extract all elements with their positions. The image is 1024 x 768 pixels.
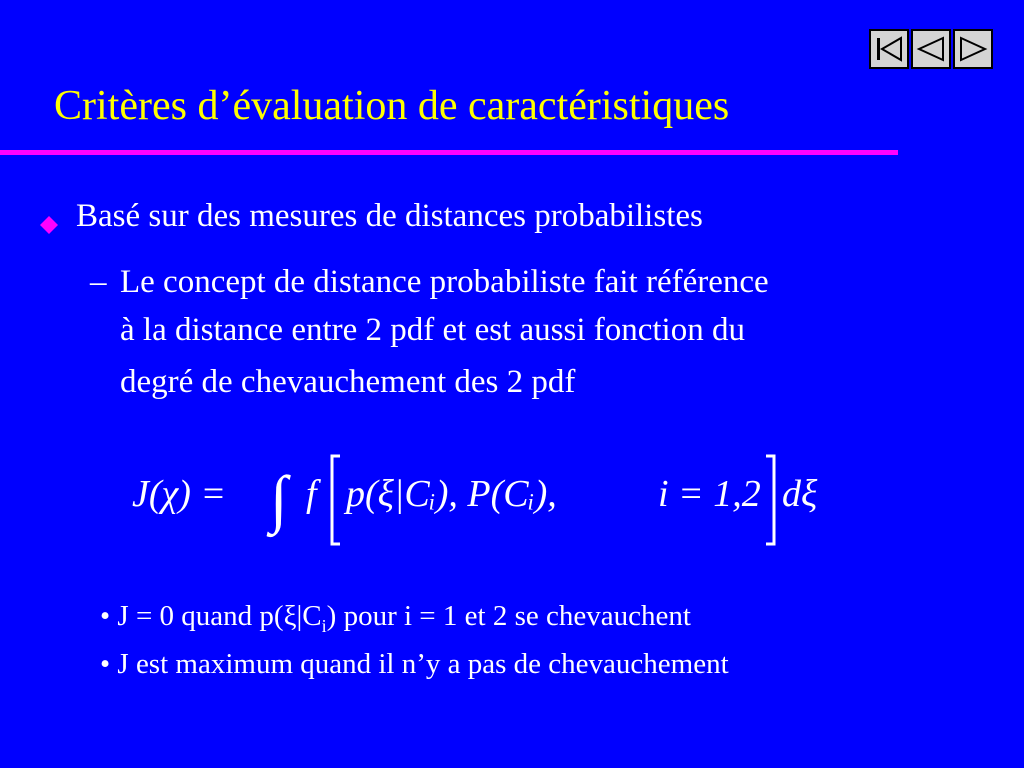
sub-bullet-line-2: à la distance entre 2 pdf et est aussi fonction du — [120, 312, 745, 348]
formula-lhs: J(χ) = — [132, 473, 227, 515]
bullet-text: Basé sur des mesures de distances probabilistes — [76, 198, 703, 234]
note-1-pre: • J = 0 quand p(ξ|C — [100, 600, 322, 632]
note-1 — [100, 600, 691, 637]
note-1-post: ) pour i = 1 et 2 se chevauchent — [326, 600, 691, 632]
next-slide-icon — [958, 35, 988, 63]
integral-sign: ∫ — [270, 463, 288, 534]
formula-differential: dξ — [782, 473, 818, 515]
left-bracket — [332, 456, 340, 544]
sub-bullet-dash: – — [90, 264, 107, 300]
title-divider — [0, 150, 898, 155]
formula-args: p(ξ|Cᵢ), P(Cᵢ), — [346, 473, 557, 515]
formula-range: i = 1,2 — [658, 473, 761, 515]
previous-slide-icon — [916, 35, 946, 63]
diamond-bullet-icon — [40, 216, 58, 234]
formula-function: f — [306, 473, 317, 515]
slide-title: Critères d’évaluation de caractéristiques — [54, 83, 730, 129]
note-1-subscript: i — [321, 615, 327, 636]
sub-bullet-line-1: Le concept de distance probabiliste fait référence — [120, 264, 769, 300]
slide-navigation — [869, 29, 995, 69]
note-2: • J est maximum quand il n’y a pas de chevauchement — [100, 648, 729, 680]
previous-slide-button[interactable] — [911, 29, 951, 69]
first-slide-button[interactable] — [869, 29, 909, 69]
first-slide-icon — [874, 35, 904, 63]
distance-formula — [120, 448, 860, 558]
sub-bullet-line-3: degré de chevauchement des 2 pdf — [120, 364, 576, 400]
right-bracket — [766, 456, 774, 544]
next-slide-button[interactable] — [953, 29, 993, 69]
